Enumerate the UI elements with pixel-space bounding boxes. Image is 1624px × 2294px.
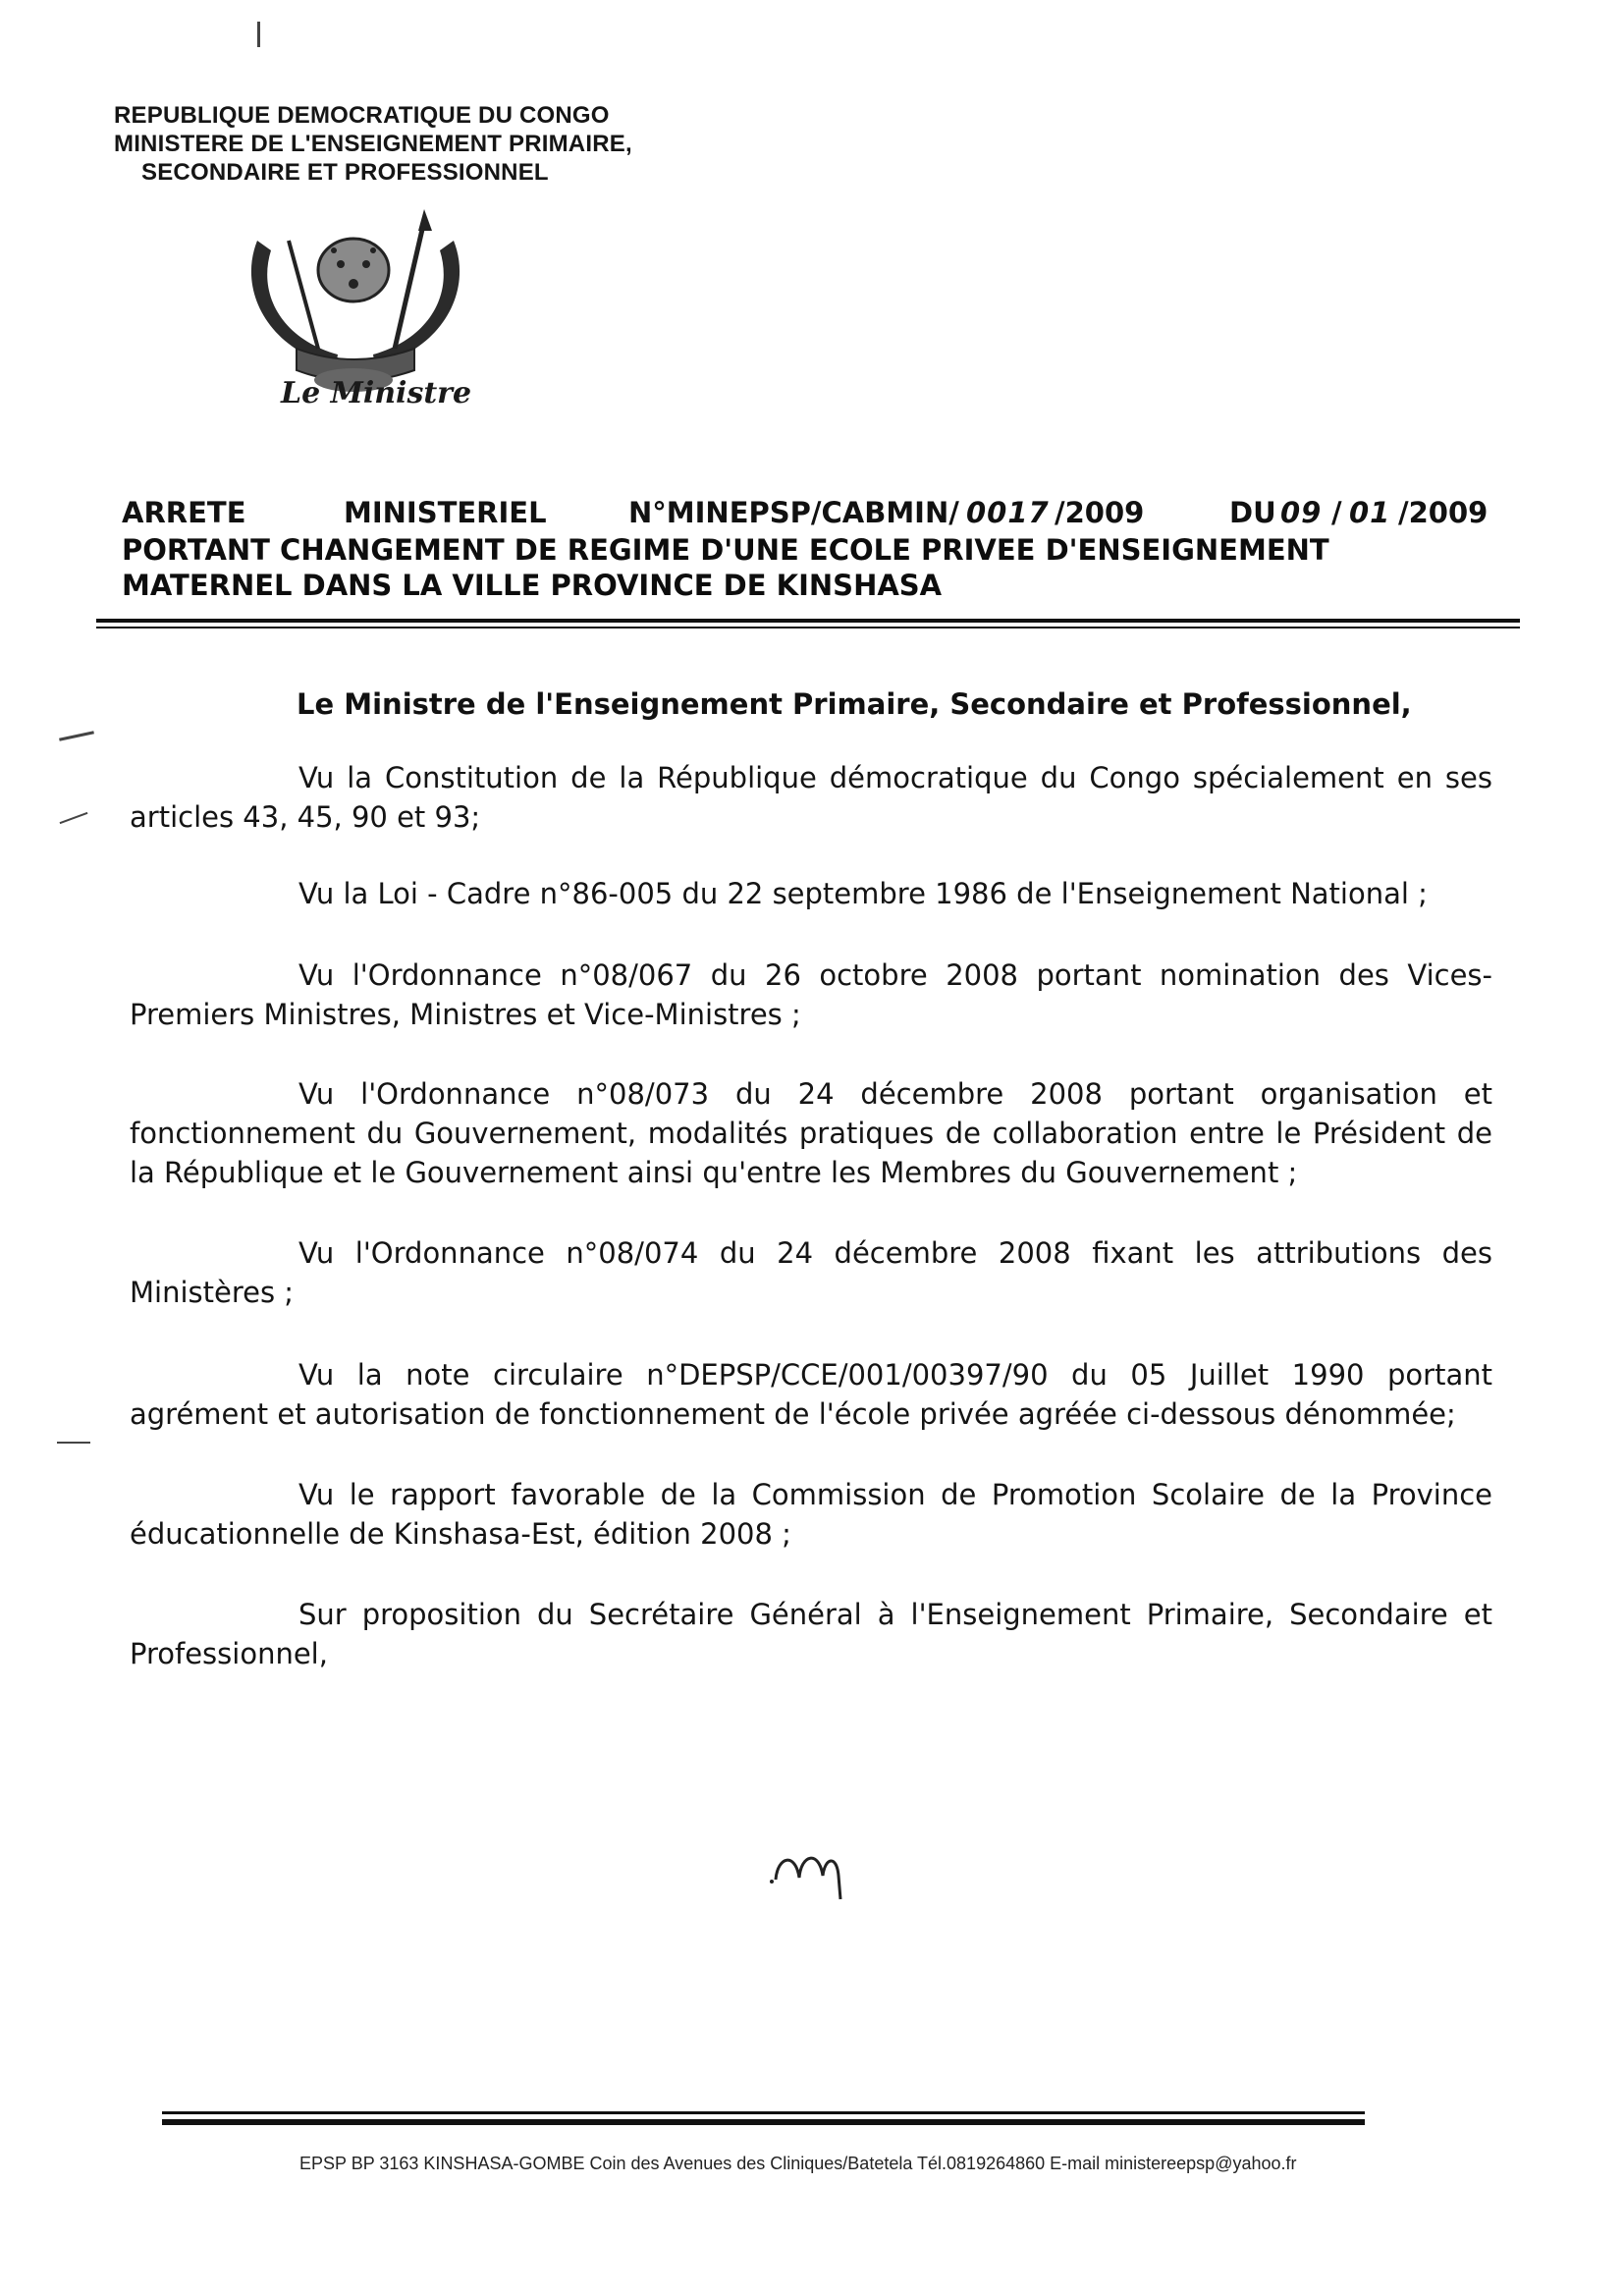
scan-mark [59, 731, 94, 740]
title-row-number [122, 496, 1522, 533]
paragraph-loi-cadre: Vu la Loi - Cadre n°86-005 du 22 septembre 1986 de l'Enseignement National ; [298, 877, 1428, 910]
paragraph-ordonnance-073: Vu l'Ordonnance n°08/073 du 24 décembre 2008 portant organisation et fonctionnement du Gouvernement, modalités pratiques de collaboration entre le Président de la République et le Gouvernement ainsi qu'entre les Membres du Gouvernement ; [130, 1077, 1492, 1189]
footer-rule [162, 2111, 1365, 2114]
paragraph-rapport: Vu le rapport favorable de la Commission de Promotion Scolaire de la Province éducationnelle de Kinshasa-Est, édition 2008 ; [130, 1478, 1492, 1551]
title-ministeriel: MINISTERIEL [344, 496, 547, 529]
title-date-day: 09 [1280, 496, 1323, 529]
title-arrete: ARRETE [122, 496, 246, 529]
title-date-month: 01 [1349, 496, 1391, 529]
header-ministry-cont: SECONDAIRE ET PROFESSIONNEL [141, 159, 549, 186]
paragraph-ordonnance-074: Vu l'Ordonnance n°08/074 du 24 décembre 2008 fixant les attributions des Ministères ; [130, 1236, 1492, 1309]
header-ministry: MINISTERE DE L'ENSEIGNEMENT PRIMAIRE, [114, 131, 632, 157]
scan-mark [257, 22, 260, 47]
footer-address: EPSP BP 3163 KINSHASA-GOMBE Coin des Avenues des Cliniques/Batetela Tél.0819264860 E-mail ministereepsp@yahoo.fr [299, 2154, 1297, 2173]
paragraph-constitution: Vu la Constitution de la République démocratique du Congo spécialement en ses articles 43, 45, 90 et 93; [130, 761, 1492, 834]
title-divider-thin [96, 627, 1520, 628]
paragraph-proposition: Sur proposition du Secrétaire Général à l'Enseignement Primaire, Secondaire et Professionnel, [130, 1598, 1492, 1670]
scan-mark [57, 1442, 90, 1444]
title-divider [96, 619, 1520, 623]
title-date-sep: / [1331, 496, 1342, 529]
header-republic: REPUBLIQUE DEMOCRATIQUE DU CONGO [114, 102, 610, 129]
minister-heading: Le Ministre de l'Enseignement Primaire, Secondaire et Professionnel, [297, 687, 1412, 721]
handwritten-initials [768, 1836, 856, 1905]
le-ministre-signature: Le Ministre [281, 376, 472, 410]
title-line-3: MATERNEL DANS LA VILLE PROVINCE DE KINSHASA [122, 569, 943, 602]
title-number-prefix: N°MINEPSP/CABMIN/ [628, 496, 959, 529]
coat-of-arms-emblem [228, 201, 483, 398]
scan-mark [60, 812, 88, 824]
title-number-handwritten: 0017 [966, 496, 1050, 529]
title-date-year: /2009 [1398, 496, 1489, 529]
title-number-year: /2009 [1055, 496, 1145, 529]
title-du: DU [1229, 496, 1276, 529]
paragraph-ordonnance-067: Vu l'Ordonnance n°08/067 du 26 octobre 2008 portant nomination des Vices-Premiers Ministres, Ministres et Vice-Ministres ; [130, 958, 1492, 1031]
title-line-2: PORTANT CHANGEMENT DE REGIME D'UNE ECOLE PRIVEE D'ENSEIGNEMENT [122, 533, 1329, 567]
footer-rule-thick [162, 2119, 1365, 2125]
paragraph-note-circulaire: Vu la note circulaire n°DEPSP/CCE/001/00397/90 du 05 Juillet 1990 portant agrément et autorisation de fonctionnement de l'école privée agréée ci-dessous dénommée; [130, 1358, 1492, 1431]
